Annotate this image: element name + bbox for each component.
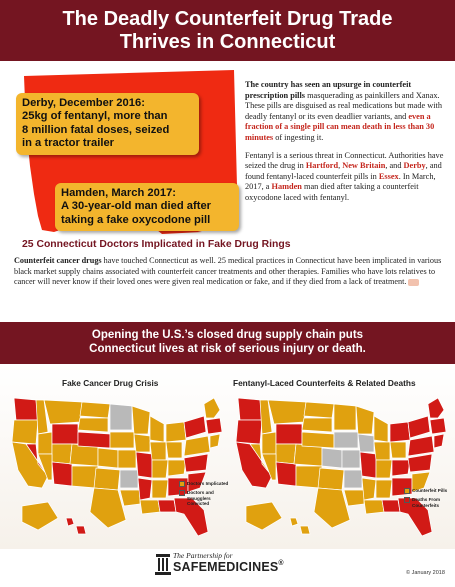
city-hartford: Hartford	[305, 161, 339, 171]
callout-derby	[16, 93, 199, 155]
legend-swatch-red	[179, 490, 185, 496]
intro-paragraph-1	[245, 80, 445, 144]
legend-item	[404, 488, 450, 494]
intro-text-span: Fentanyl is a serious threat in Connecticut. Authorities have seized the drug in	[245, 150, 444, 171]
map-title-fentanyl: Fentanyl-Laced Counterfeits & Related Deaths	[233, 378, 416, 388]
city-new-britain: New Britain	[342, 161, 386, 171]
callout-hamden-line: taking a fake oxycodone pill	[61, 213, 211, 226]
intro-text-span: man died after taking a counterfeit oxycodone laced with fentanyl.	[245, 182, 419, 202]
copyright: © January 2018	[406, 570, 445, 576]
callout-derby-line: 25kg of fentanyl, more than	[22, 110, 168, 123]
map-title-cancer: Fake Cancer Drug Crisis	[62, 378, 159, 388]
legend-label: Doctors and Smugglers Convicted	[187, 490, 214, 507]
legend-item	[404, 497, 450, 508]
callout-hamden-line: Hamden, March 2017:	[61, 187, 177, 199]
legend-label: Deaths From Counterfeits	[412, 497, 441, 508]
legend-cancer	[179, 481, 231, 510]
legend-fentanyl	[404, 488, 450, 511]
pillar-icon	[155, 554, 171, 576]
intro-highlight: even a fraction of a single pill can mean death in less than 30 minutes	[245, 111, 435, 142]
intro-text-span: of ingesting it.	[273, 132, 324, 142]
callout-hamden	[55, 183, 239, 231]
comment-icon[interactable]	[408, 279, 419, 286]
us-map-cancer	[8, 394, 229, 544]
intro-text-span: , and found fentanyl-laced counterfeit pills in	[245, 161, 442, 181]
callout-derby-line: in a tractor trailer	[22, 137, 115, 150]
intro-text-span: masquerading as painkillers and Xanax. These pills are disguised as real medications but made with deadly fentanyl or its even deadlier variants, and	[245, 90, 442, 121]
logo-tagline: The Partnership for	[173, 551, 233, 560]
intro-text-span: , and	[385, 161, 404, 171]
intro-paragraph-2	[245, 151, 445, 204]
banner	[0, 322, 455, 364]
legend-swatch-red	[404, 497, 410, 503]
city-essex: Essex	[378, 171, 399, 181]
city-hamden: Hamden	[271, 182, 302, 192]
header-title-line-1: The Deadly Counterfeit Drug Trade	[62, 8, 393, 30]
city-derby: Derby	[403, 161, 426, 171]
section-subhead: 25 Connecticut Doctors Implicated in Fake Drug Rings	[22, 239, 291, 250]
callout-hamden-line: A 30-year-old man died after	[61, 200, 212, 213]
legend-label: Counterfeit Pills	[412, 488, 448, 493]
banner-line-1: Opening the U.S.’s closed drug supply chain puts	[91, 329, 364, 341]
legend-swatch-gold	[179, 481, 185, 487]
us-map-fentanyl	[232, 394, 450, 544]
page-header	[0, 0, 455, 61]
callout-derby-line: 8 million fatal doses, seized	[22, 123, 170, 136]
body-text-span: have touched Connecticut as well. 25 medical practices in Connecticut have been implicated in various black market supply chains associated with counterfeit cancer treatments and other therapies. Families who have lots relatives to cancer will never know if their loved ones were given real medication or fake, and if they died from a lack of treatment.	[14, 256, 442, 286]
logo-name: SAFEMEDICINES	[173, 560, 279, 574]
banner-line-2: Connecticut lives at risk of serious injury or death.	[89, 343, 366, 355]
logo-wordmark	[173, 560, 284, 574]
legend-item	[179, 481, 231, 487]
intro-lead: The country has seen an upsurge in counterfeit prescription pills	[245, 80, 412, 100]
partnership-logo	[153, 549, 313, 581]
callout-derby-line: Derby, December 2016:	[22, 97, 145, 109]
legend-swatch-gold	[404, 488, 410, 494]
intro-text	[245, 80, 445, 211]
legend-item	[179, 490, 231, 507]
intro-text-span: ,	[338, 161, 343, 171]
logo-registered: ®	[278, 560, 284, 567]
header-title-line-2: Thrives in Connecticut	[119, 31, 336, 53]
legend-label: Doctors Implicated	[187, 481, 229, 486]
intro-text-span: . In March, 2017, a	[245, 171, 436, 192]
body-lead: Counterfeit cancer drugs	[14, 256, 102, 265]
body-paragraph	[14, 256, 444, 288]
